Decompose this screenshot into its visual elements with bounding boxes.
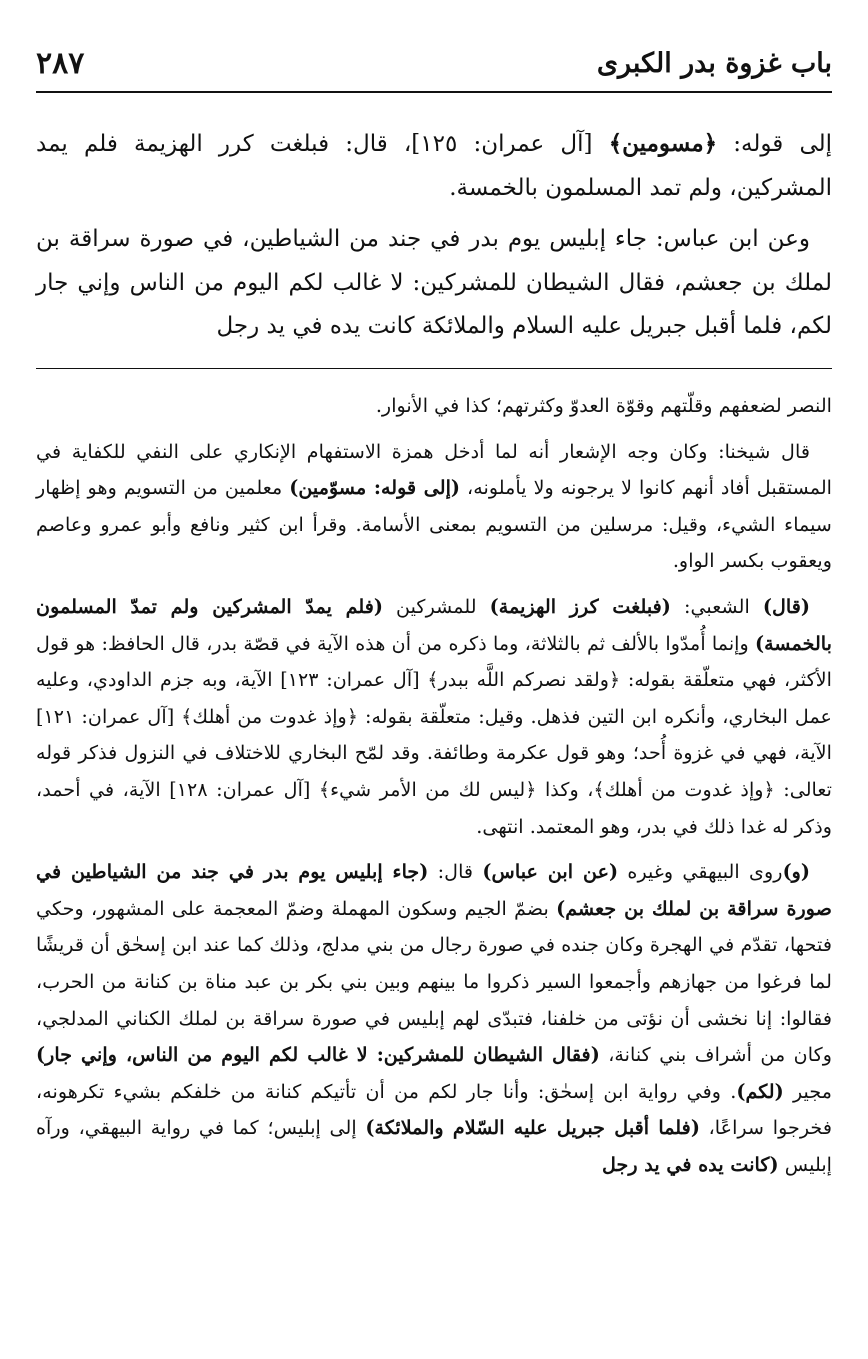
header-rule: [36, 91, 832, 93]
matn-quote: (قال): [762, 594, 810, 618]
chapter-title: باب غزوة بدر الكبرى: [596, 48, 832, 79]
page-number: ٢٨٧: [36, 46, 85, 81]
matn-quote: (و): [782, 860, 810, 884]
main-paragraph: [36, 122, 832, 210]
matn-quote: (عن ابن عباس): [482, 860, 619, 884]
commentary-span: قال شيخنا: وكان وجه الإشعار أنه لما أدخل همزة الاستفهام الإنكاري على النفي للكفاية في المستقبل أفاد أنهم كانوا لا يرجونه ولا يأملونه،: [36, 439, 833, 500]
footnote-divider: [36, 368, 832, 369]
matn-quote: (لكم): [736, 1079, 784, 1103]
commentary-paragraph: [36, 434, 832, 580]
commentary-paragraph: [36, 854, 832, 1183]
commentary-span: بضمّ الجيم وسكون المهملة وضمّ المعجمة على المشهور، وحكي فتحها، تقدّم في الهجرة وكان جنده في صورة رجال من بني مدلج، وذلك كما عند ابن إسحٰق أن قريشًا لما فرغوا من جهازهم وأجمعوا السير ذكروا ما بينهم وبين بني بكر بن عبد مناة بن كنانة من الحرب، فقالوا: إنا نخشى أن نؤتى من خلفنا، فتبدّى لهم إبليس في صورة سراقة بن لملك الكناني المدلجي، وكان من أشراف بني كنانة،: [36, 896, 832, 1067]
matn-quote: (فلما أقبل جبريل عليه السّلام والملائكة): [365, 1116, 700, 1140]
matn-quote: (فلم يمدّ المشركين ولم تمدّ المسلمون بالخمسة): [36, 594, 832, 655]
commentary-paragraph: [36, 589, 832, 845]
matn-quote: (فبلغت كرز الهزيمة): [489, 594, 671, 618]
commentary-span: مجير: [783, 1079, 833, 1103]
matn-quote: (جاء إبليس يوم بدر في جند من الشياطين في صورة سراقة بن لملك بن جعشم): [36, 860, 832, 920]
main-text-span: إلى قوله:: [717, 131, 833, 157]
matn-quote: (إلى قوله: مسوّمين): [289, 476, 461, 500]
commentary-span: للمشركين: [382, 594, 490, 618]
page-header: [36, 44, 832, 88]
matn-quote: (كانت يده في يد رجل: [601, 1152, 779, 1176]
commentary-text: [36, 388, 832, 1192]
commentary-span: قال:: [428, 860, 483, 884]
main-text: [36, 122, 832, 357]
quran-quote: ﴿مسومين﴾: [608, 130, 718, 157]
commentary-span: روى البيهقي وغيره: [618, 860, 783, 884]
commentary-span: معلمين من التسويم وهو إظهار سيماء الشيء، وقيل: مرسلين من التسويم بمعنى الأسامة. وقرأ ابن كثير ونافع وأبو عمرو وعاصم ويعقوب بكسر الواو.: [36, 476, 832, 573]
main-paragraph: وعن ابن عباس: جاء إبليس يوم بدر في جند من الشياطين، في صورة سراقة بن لملك بن جعشم، فقال الشيطان للمشركين: لا غالب لكم اليوم من الناس وإني جار لكم، فلما أقبل جبريل عليه السلام والملائكة كانت يده في يد رجل: [36, 226, 832, 339]
matn-quote: (فقال الشيطان للمشركين: لا غالب لكم اليوم من الناس، وإني جار): [36, 1043, 600, 1067]
commentary-span: . وفي رواية ابن إسحٰق: وأنا جار لكم من أن تأتيكم كنانة من خلفكم بشيء تكرهونه، فخرجوا سراعًا،: [36, 1079, 832, 1140]
commentary-span: الشعبي:: [670, 594, 763, 618]
commentary-span: وإنما أُمدّوا بالألف ثم بالثلاثة، وما ذكره من أن هذه الآية في قصّة بدر، قال الحافظ: هو قول الأكثر، فهي متعلّقة بقوله: ﴿ولقد نصركم اللَّه ببدر﴾ [آل عمران: ١٢٣] الآية، وبه جزم الداودي، وعليه عمل البخاري، وأنكره ابن التين فذهل. وقيل: متعلّقة بقوله: ﴿وإذ غدوت من أهلك﴾ [آل عمران: ١٢١] الآية، فهي في غزوة أُحد؛ وهو قول عكرمة وطائفة. وقد لمّح البخاري للاختلاف في النزول فذكر قوله تعالى: ﴿وإذ غدوت من أهلك﴾، وكذا ﴿ليس لك من الأمر شيء﴾ [آل عمران: ١٢٨] الآية، في أحمد، وذكر له غدا ذلك في بدر، وهو المعتمد. انتهى.: [36, 631, 833, 838]
commentary-paragraph: النصر لضعفهم وقلّتهم وقوّة العدوّ وكثرتهم؛ كذا في الأنوار.: [375, 394, 832, 417]
commentary-span: إلى إبليس؛ كما في رواية البيهقي، ورآه إبليس: [36, 1116, 832, 1176]
main-text-span: [آل عمران: ١٢٥]، قال: فبلغت كرر الهزيمة فلم يمد المشركين، ولم تمد المسلمون بالخمسة.: [36, 131, 832, 201]
